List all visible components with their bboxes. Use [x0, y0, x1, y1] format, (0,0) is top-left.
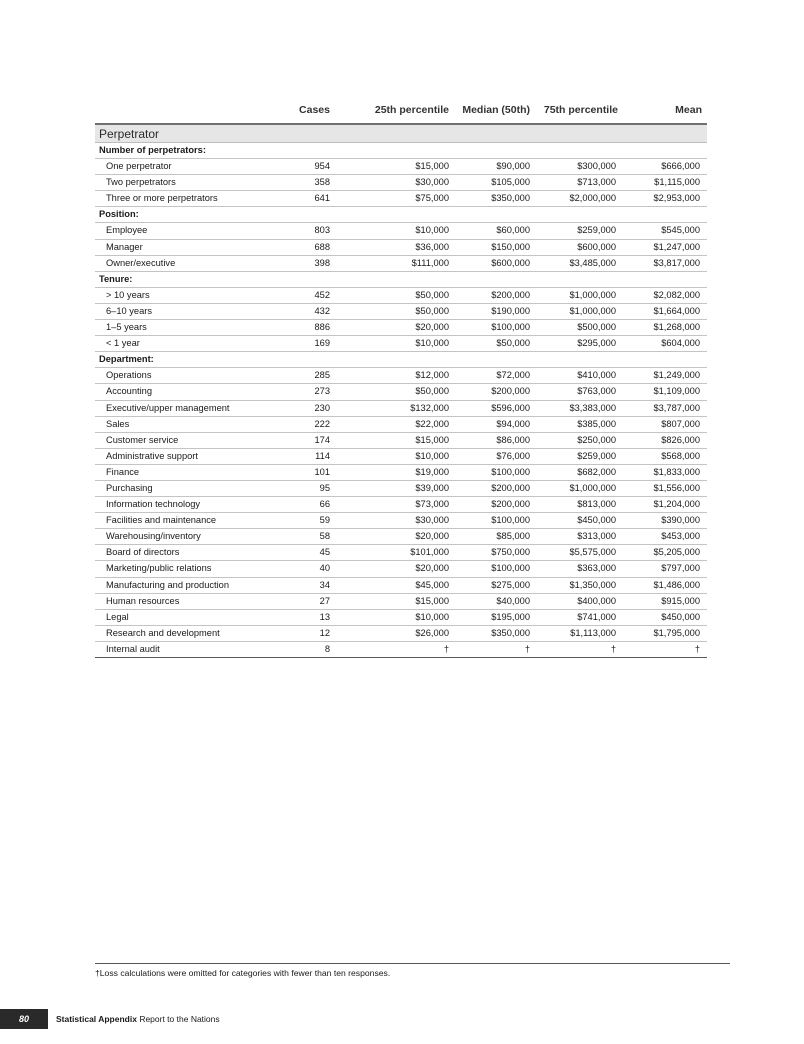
cell-25th-percentile: $19,000	[415, 466, 449, 477]
cell-25th-percentile: $50,000	[415, 386, 449, 397]
cell-median: †	[524, 643, 530, 654]
cell-25th-percentile: $10,000	[415, 450, 449, 461]
cell-mean: $1,833,000	[653, 466, 700, 477]
footer-report: Report to the Nations	[139, 1014, 220, 1024]
row-label: Accounting	[106, 386, 152, 397]
cell-75th-percentile: $250,000	[577, 434, 616, 445]
cell-mean: $3,787,000	[653, 402, 700, 413]
row-label: Owner/executive	[106, 257, 176, 268]
cell-cases: 58	[319, 531, 330, 542]
row-label: Manager	[106, 241, 143, 252]
section-band	[95, 125, 707, 143]
cell-75th-percentile: $363,000	[577, 563, 616, 574]
cell-median: $100,000	[491, 515, 530, 526]
cell-mean: $1,109,000	[653, 386, 700, 397]
table-row	[95, 159, 707, 175]
cell-mean: $1,115,000	[654, 177, 700, 188]
table-row	[95, 288, 707, 304]
cell-mean: $1,249,000	[653, 370, 700, 381]
page-number: 80	[0, 1009, 48, 1029]
table-header-row	[95, 104, 707, 120]
cell-75th-percentile: $3,485,000	[569, 257, 616, 268]
row-label: 6–10 years	[106, 305, 152, 316]
cell-mean: $1,795,000	[653, 627, 700, 638]
cell-cases: 432	[314, 305, 330, 316]
col-header-mean: Mean	[675, 104, 702, 116]
row-label: Employee	[106, 225, 148, 236]
cell-25th-percentile: $36,000	[415, 241, 449, 252]
row-label: Operations	[106, 370, 152, 381]
cell-median: $195,000	[491, 611, 530, 622]
cell-cases: 59	[319, 515, 330, 526]
cell-cases: 174	[314, 434, 330, 445]
cell-median: $100,000	[491, 322, 530, 333]
cell-mean: $3,817,000	[653, 257, 700, 268]
cell-75th-percentile: $3,383,000	[569, 402, 616, 413]
cell-mean: $1,268,000	[653, 322, 700, 333]
cell-25th-percentile: $20,000	[415, 563, 449, 574]
cell-cases: 101	[314, 466, 330, 477]
cell-75th-percentile: $600,000	[577, 241, 616, 252]
row-label: Legal	[106, 611, 129, 622]
cell-75th-percentile: $300,000	[577, 161, 616, 172]
cell-median: $76,000	[496, 450, 530, 461]
cell-75th-percentile: $813,000	[577, 499, 616, 510]
table-row	[95, 320, 707, 336]
cell-25th-percentile: $15,000	[415, 161, 449, 172]
cell-cases: 641	[314, 193, 330, 204]
cell-25th-percentile: $10,000	[415, 611, 449, 622]
cell-median: $40,000	[496, 595, 530, 606]
table-row	[95, 433, 707, 449]
row-label: Manufacturing and production	[106, 579, 230, 590]
group-row	[95, 207, 707, 223]
cell-cases: 95	[319, 482, 330, 493]
row-label: Administrative support	[106, 450, 198, 461]
cell-median: $150,000	[491, 241, 530, 252]
cell-25th-percentile: †	[443, 643, 449, 654]
cell-cases: 13	[319, 611, 330, 622]
cell-75th-percentile: $313,000	[577, 531, 616, 542]
cell-mean: $1,247,000	[653, 241, 700, 252]
footer-section: Statistical Appendix	[56, 1014, 137, 1024]
table-row	[95, 497, 707, 513]
cell-median: $350,000	[491, 193, 530, 204]
cell-75th-percentile: $713,000	[577, 177, 616, 188]
cell-75th-percentile: $259,000	[577, 225, 616, 236]
cell-75th-percentile: $1,000,000	[569, 305, 616, 316]
cell-mean: $666,000	[661, 161, 700, 172]
cell-median: $90,000	[496, 161, 530, 172]
cell-cases: 34	[319, 579, 330, 590]
cell-75th-percentile: $2,000,000	[569, 193, 616, 204]
row-label: One perpetrator	[106, 161, 172, 172]
cell-mean: $807,000	[661, 418, 700, 429]
cell-median: $60,000	[496, 225, 530, 236]
cell-cases: 954	[314, 161, 330, 172]
cell-median: $600,000	[491, 257, 530, 268]
cell-mean: $915,000	[661, 595, 700, 606]
cell-75th-percentile: $450,000	[577, 515, 616, 526]
cell-mean: $390,000	[661, 515, 700, 526]
cell-75th-percentile: $500,000	[577, 322, 616, 333]
cell-mean: $453,000	[661, 531, 700, 542]
cell-cases: 27	[319, 595, 330, 606]
cell-median: $100,000	[491, 466, 530, 477]
cell-cases: 8	[324, 643, 330, 654]
row-label: Executive/upper management	[106, 402, 230, 413]
cell-25th-percentile: $15,000	[415, 595, 449, 606]
cell-mean: $1,556,000	[653, 482, 700, 493]
cell-mean: $1,204,000	[653, 499, 700, 510]
cell-25th-percentile: $39,000	[415, 482, 449, 493]
group-label: Department:	[99, 354, 154, 365]
cell-median: $86,000	[496, 434, 530, 445]
table-body	[95, 143, 707, 658]
group-label: Number of perpetrators:	[99, 145, 206, 155]
table-row	[95, 481, 707, 497]
group-row	[95, 352, 707, 368]
cell-75th-percentile: $1,113,000	[570, 627, 616, 638]
cell-cases: 45	[319, 547, 330, 558]
cell-mean: $2,082,000	[653, 289, 700, 300]
group-row	[95, 143, 707, 159]
table-row	[95, 594, 707, 610]
cell-cases: 398	[314, 257, 330, 268]
cell-cases: 273	[314, 386, 330, 397]
cell-25th-percentile: $10,000	[415, 225, 449, 236]
row-label: < 1 year	[106, 338, 140, 349]
cell-cases: 803	[314, 225, 330, 236]
cell-25th-percentile: $30,000	[415, 177, 449, 188]
cell-75th-percentile: $259,000	[577, 450, 616, 461]
table-row	[95, 578, 707, 594]
cell-75th-percentile: $741,000	[577, 611, 616, 622]
cell-mean: $5,205,000	[653, 547, 700, 558]
cell-median: $72,000	[496, 370, 530, 381]
cell-median: $200,000	[491, 499, 530, 510]
cell-cases: 688	[314, 241, 330, 252]
table-row	[95, 368, 707, 384]
cell-75th-percentile: $385,000	[577, 418, 616, 429]
cell-median: $350,000	[491, 627, 530, 638]
row-label: Purchasing	[106, 482, 153, 493]
cell-mean: $545,000	[661, 225, 700, 236]
cell-cases: 358	[314, 177, 330, 188]
cell-median: $750,000	[491, 547, 530, 558]
col-header-cases: Cases	[299, 104, 330, 116]
cell-median: $275,000	[491, 579, 530, 590]
cell-25th-percentile: $20,000	[415, 531, 449, 542]
cell-cases: 66	[319, 499, 330, 510]
cell-25th-percentile: $45,000	[415, 579, 449, 590]
cell-25th-percentile: $26,000	[415, 627, 449, 638]
row-label: Warehousing/inventory	[106, 531, 201, 542]
cell-cases: 40	[319, 563, 330, 574]
cell-mean: $2,953,000	[653, 193, 700, 204]
cell-median: $85,000	[496, 531, 530, 542]
cell-25th-percentile: $50,000	[415, 289, 449, 300]
table-row	[95, 401, 707, 417]
table-row	[95, 304, 707, 320]
cell-cases: 12	[319, 627, 330, 638]
cell-median: $200,000	[491, 386, 530, 397]
row-label: Research and development	[106, 627, 220, 638]
cell-75th-percentile: $763,000	[577, 386, 616, 397]
group-label: Tenure:	[99, 273, 133, 284]
cell-25th-percentile: $15,000	[415, 434, 449, 445]
table-row	[95, 561, 707, 577]
cell-25th-percentile: $30,000	[415, 515, 449, 526]
cell-75th-percentile: $1,350,000	[569, 579, 616, 590]
row-label: Marketing/public relations	[106, 563, 212, 574]
cell-25th-percentile: $111,000	[411, 257, 449, 268]
cell-median: $190,000	[491, 305, 530, 316]
cell-cases: 230	[314, 402, 330, 413]
cell-25th-percentile: $132,000	[410, 402, 449, 413]
cell-25th-percentile: $73,000	[415, 499, 449, 510]
footnote-rule	[95, 963, 730, 964]
cell-75th-percentile: $1,000,000	[569, 289, 616, 300]
cell-median: $200,000	[491, 482, 530, 493]
cell-mean: $826,000	[661, 434, 700, 445]
col-header-25th-percentile: 25th percentile	[374, 104, 449, 116]
table-row	[95, 384, 707, 400]
cell-cases: 169	[314, 338, 330, 349]
cell-75th-percentile: $410,000	[577, 370, 616, 381]
cell-25th-percentile: $101,000	[410, 547, 449, 558]
cell-25th-percentile: $75,000	[415, 193, 449, 204]
cell-mean: $604,000	[661, 338, 700, 349]
row-label: Internal audit	[106, 643, 160, 654]
row-label: Three or more perpetrators	[106, 193, 218, 204]
group-row	[95, 272, 707, 288]
row-label: Human resources	[106, 595, 180, 606]
cell-median: $94,000	[496, 418, 530, 429]
table-row	[95, 240, 707, 256]
cell-cases: 114	[315, 450, 330, 461]
cell-median: $596,000	[491, 402, 530, 413]
col-header-75th-percentile: 75th percentile	[543, 104, 618, 116]
row-label: Two perpetrators	[106, 177, 176, 188]
cell-cases: 886	[314, 322, 330, 333]
table-row	[95, 449, 707, 465]
row-label: Customer service	[106, 434, 179, 445]
cell-75th-percentile: $1,000,000	[569, 482, 616, 493]
cell-25th-percentile: $50,000	[415, 305, 449, 316]
cell-75th-percentile: $682,000	[577, 466, 616, 477]
cell-75th-percentile: $5,575,000	[569, 547, 616, 558]
cell-cases: 285	[314, 370, 330, 381]
table-row	[95, 191, 707, 207]
table-row	[95, 642, 707, 658]
table-row	[95, 256, 707, 272]
cell-mean: †	[694, 643, 700, 654]
table-row	[95, 626, 707, 642]
cell-mean: $797,000	[661, 563, 700, 574]
row-label: Sales	[106, 418, 130, 429]
cell-25th-percentile: $10,000	[415, 338, 449, 349]
cell-median: $100,000	[491, 563, 530, 574]
table-row	[95, 175, 707, 191]
cell-mean: $450,000	[661, 611, 700, 622]
table-row	[95, 610, 707, 626]
cell-75th-percentile: $295,000	[577, 338, 616, 349]
row-label: 1–5 years	[106, 322, 147, 333]
cell-25th-percentile: $22,000	[415, 418, 449, 429]
cell-25th-percentile: $12,000	[415, 370, 449, 381]
cell-mean: $568,000	[661, 450, 700, 461]
section-title: Perpetrator	[99, 127, 160, 141]
cell-75th-percentile: †	[610, 643, 616, 654]
row-label: Facilities and maintenance	[106, 515, 217, 526]
cell-75th-percentile: $400,000	[577, 595, 616, 606]
cell-25th-percentile: $20,000	[415, 322, 449, 333]
row-label: > 10 years	[106, 289, 150, 300]
cell-median: $200,000	[491, 289, 530, 300]
table-row	[95, 465, 707, 481]
row-label: Finance	[106, 466, 140, 477]
table-row	[95, 513, 707, 529]
cell-mean: $1,664,000	[653, 305, 700, 316]
row-label: Board of directors	[106, 547, 180, 558]
footnote: †Loss calculations were omitted for categories with fewer than ten responses.	[95, 968, 391, 978]
group-label: Position:	[99, 209, 139, 220]
running-footer	[56, 1014, 220, 1024]
table-row	[95, 529, 707, 545]
table-row	[95, 223, 707, 239]
cell-median: $50,000	[496, 338, 530, 349]
cell-mean: $1,486,000	[653, 579, 700, 590]
cell-cases: 452	[314, 289, 330, 300]
table-row	[95, 545, 707, 561]
cell-median: $105,000	[491, 177, 530, 188]
table-row	[95, 417, 707, 433]
cell-cases: 222	[314, 418, 330, 429]
row-label: Information technology	[106, 499, 201, 510]
table-row	[95, 336, 707, 352]
col-header-median: Median (50th)	[462, 104, 530, 116]
